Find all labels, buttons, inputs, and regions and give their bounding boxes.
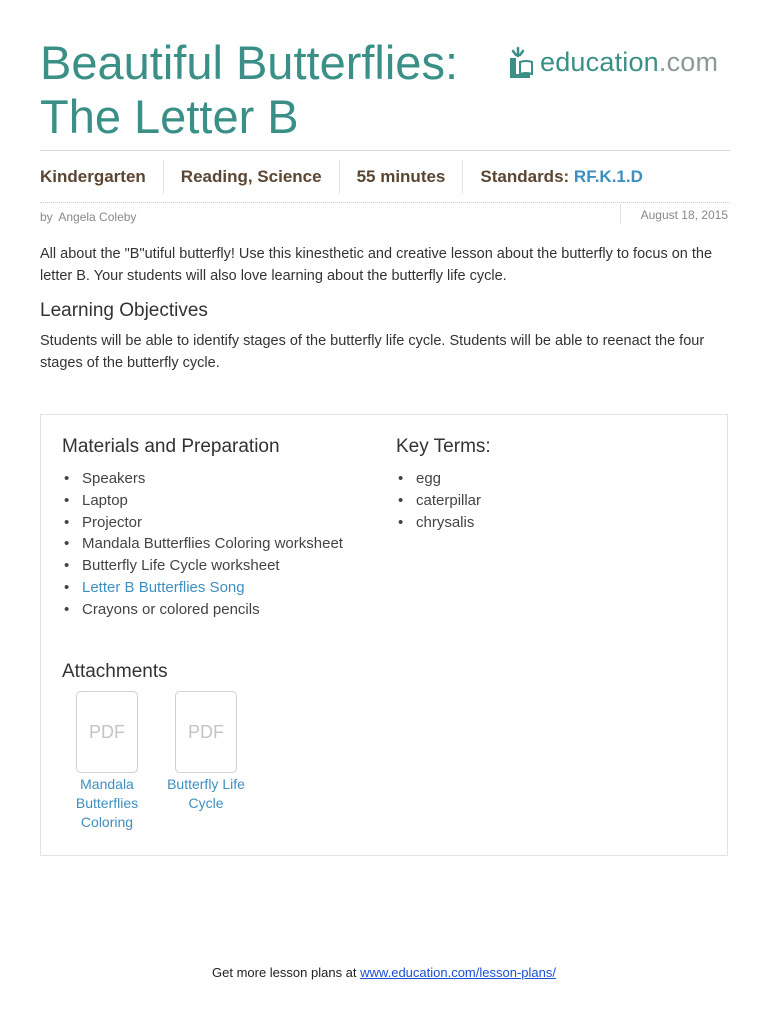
material-item: Laptop [82,491,128,509]
bullet-icon: • [64,491,70,509]
key-term: chrysalis [416,513,475,531]
logo-text [540,47,718,78]
logo-suffix: .com [658,46,719,77]
standards [462,160,660,194]
grade-label: Kindergarten [40,167,146,186]
header-divider [40,150,730,151]
bullet-icon: • [64,578,70,596]
education-logo[interactable] [506,42,730,82]
list-item [62,468,343,490]
title-line-2: The Letter B [40,90,299,143]
objectives-heading: Learning Objectives [40,300,208,321]
attachment-label[interactable]: Mandala Butterflies Coloring [75,776,139,830]
list-item [396,490,481,512]
attachments-heading: Attachments [62,661,168,682]
list-item [62,577,343,599]
key-terms-list [396,468,481,533]
bullet-icon: • [398,491,404,509]
lesson-meta-bar [40,160,730,194]
key-term: caterpillar [416,491,482,509]
list-item [62,533,343,555]
standards-label: Standards: [480,167,570,186]
material-item: Butterfly Life Cycle worksheet [82,557,280,575]
list-item [396,512,481,534]
duration-label: 55 minutes [339,160,463,194]
objectives-text: Students will be able to identify stages of the butterfly life cycle. Students will be able to reenact the four stages of the butterfly cycle. [40,333,705,371]
publish-date: August 18, 2015 [620,204,728,224]
standards-link[interactable]: RF.K.1.D [573,167,643,186]
materials-list [62,468,343,621]
logo-main: education [540,46,659,77]
meta-divider [40,202,730,203]
footer-text: Get more lesson plans at [212,965,357,980]
bullet-icon: • [64,513,70,531]
author-name: Angela Coleby [58,210,137,224]
list-item [62,490,343,512]
attachment-life-cycle[interactable] [161,691,251,813]
lesson-intro: All about the "B"utiful butterfly! Use this kinesthetic and creative lesson about the butterfly to focus on the letter B. Your students will also love learning about the butterfly life cycle. [40,246,713,284]
bullet-icon: • [398,513,404,531]
page-footer [0,965,768,980]
author-prefix: by [40,210,53,224]
page-title [40,36,500,144]
pdf-file-icon[interactable]: PDF [175,691,237,773]
material-item: Mandala Butterflies Coloring worksheet [82,535,343,553]
bullet-icon: • [398,470,404,487]
list-item [62,599,343,621]
pdf-file-icon[interactable]: PDF [76,691,138,773]
key-terms-heading: Key Terms: [396,436,491,457]
list-item [62,512,343,534]
materials-box [40,414,728,856]
logo-icon [506,44,536,80]
attachment-mandala[interactable] [62,691,152,832]
bullet-icon: • [64,470,70,487]
material-item: Crayons or colored pencils [82,600,260,618]
list-item [62,555,343,577]
material-item: Projector [82,513,143,531]
key-term: egg [416,470,442,487]
materials-heading: Materials and Preparation [62,436,280,457]
attachment-label[interactable]: Butterfly Life Cycle [167,776,245,811]
list-item [396,468,481,490]
bullet-icon: • [64,557,70,575]
bullet-icon: • [64,600,70,618]
author-byline [40,210,136,224]
subjects-label: Reading, Science [163,160,339,194]
material-item: Speakers [82,470,146,487]
bullet-icon: • [64,535,70,553]
song-link[interactable]: Letter B Butterflies Song [82,578,245,596]
lesson-plans-link[interactable]: www.education.com/lesson-plans/ [360,965,556,980]
title-line-1: Beautiful Butterflies: [40,36,458,89]
